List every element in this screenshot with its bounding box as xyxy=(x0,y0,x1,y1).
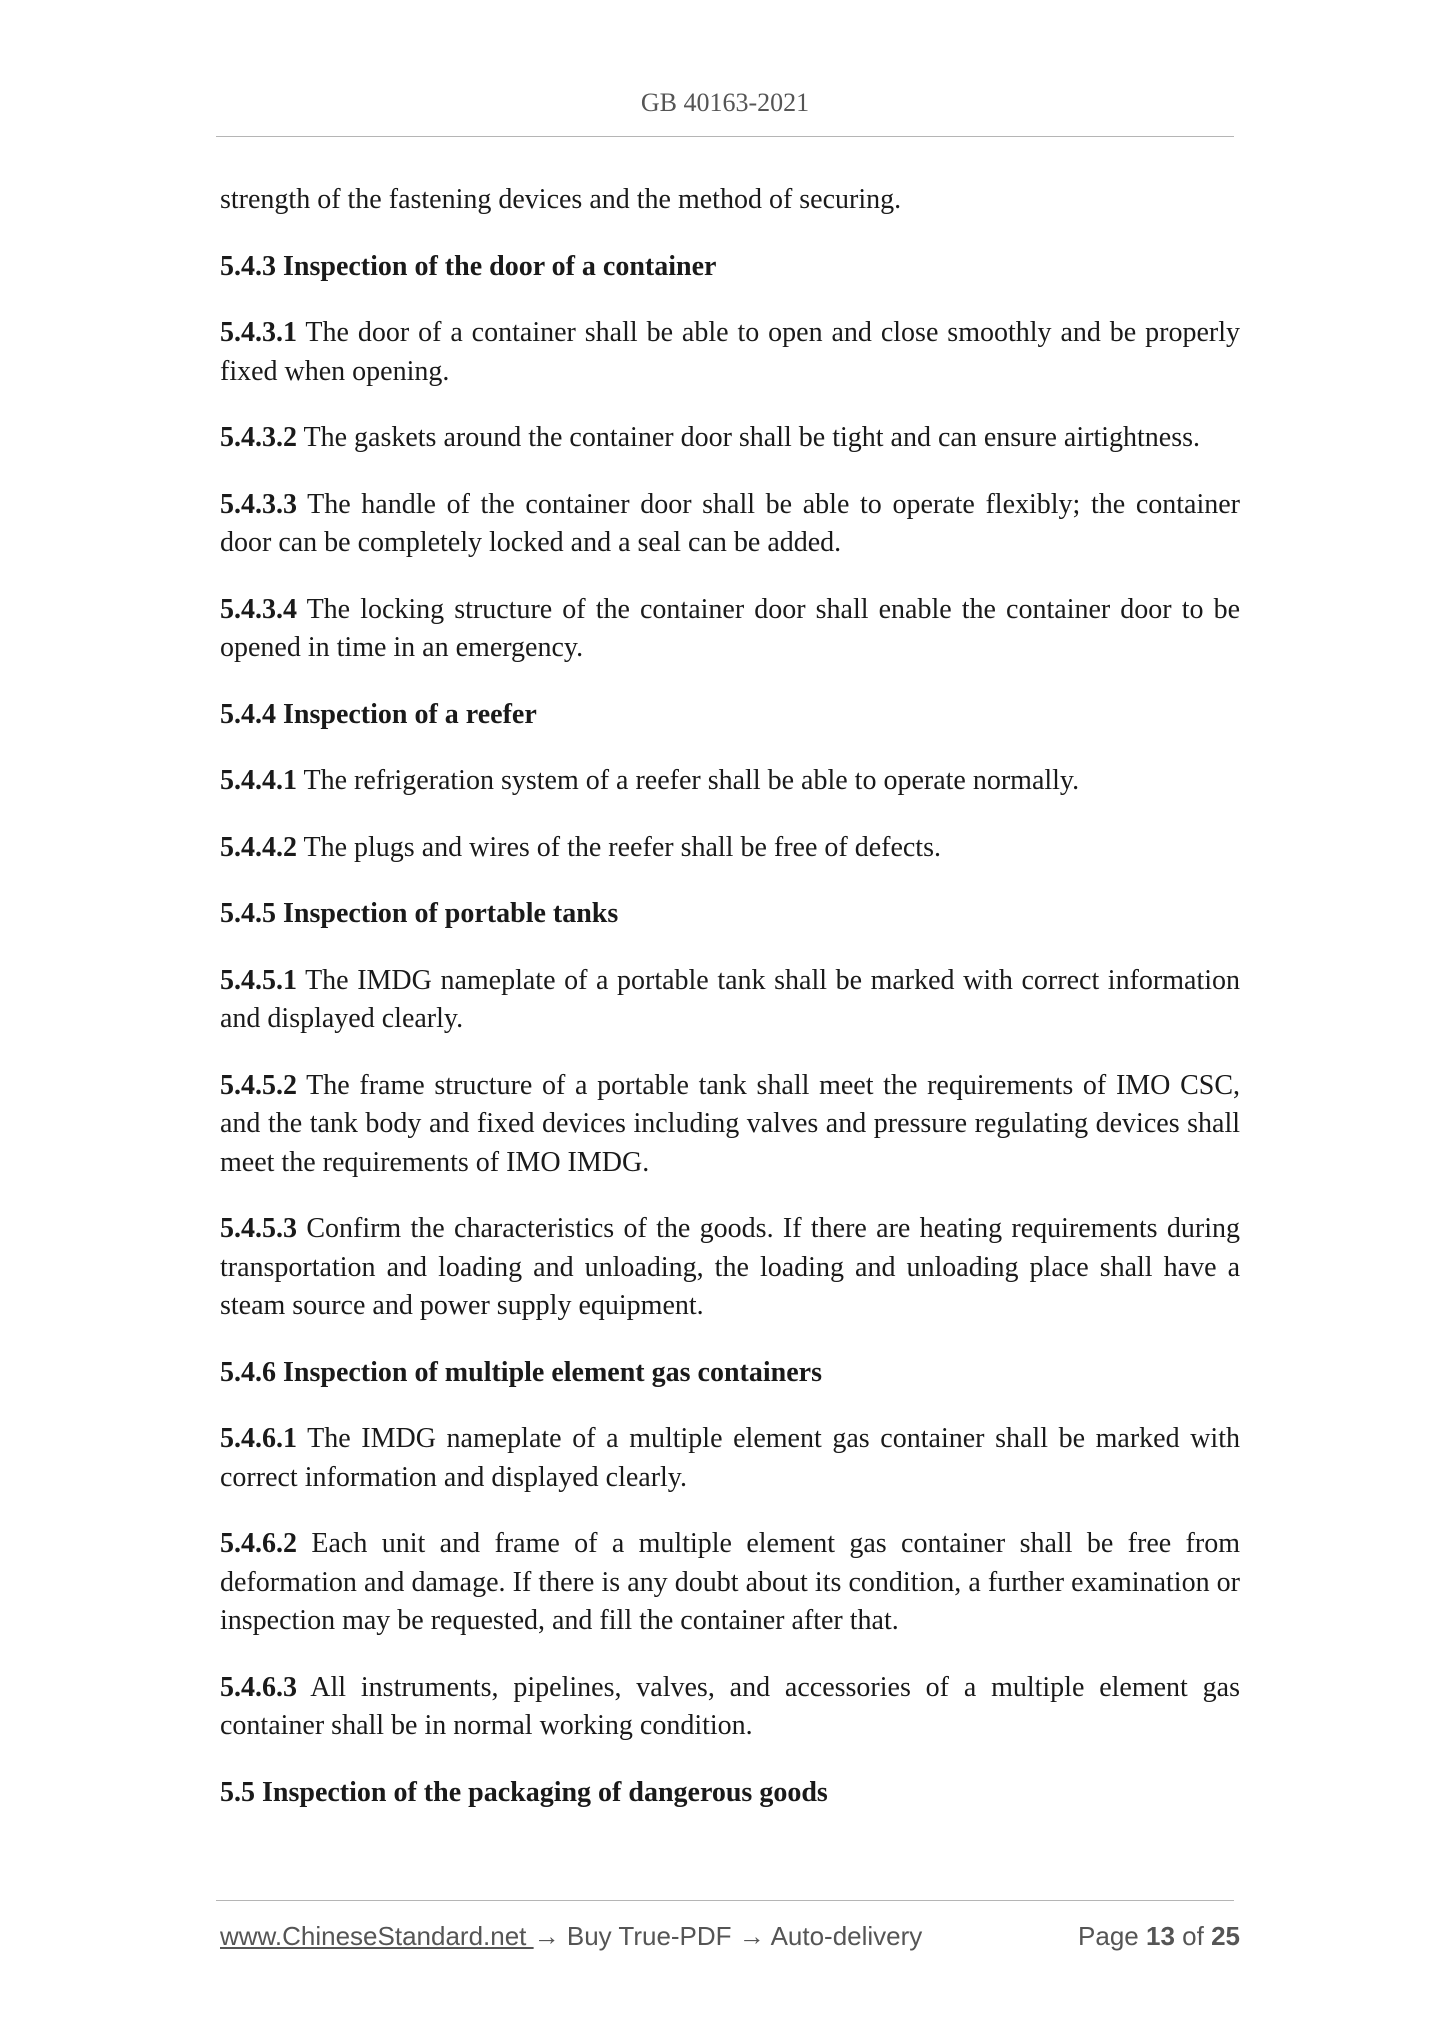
footer-tagline-part2: Auto-delivery xyxy=(764,1921,923,1951)
clause-paragraph xyxy=(220,762,1240,801)
clause-text: The door of a container shall be able to open and close smoothly and be properly fixed when opening. xyxy=(220,317,1240,387)
clause-text: Each unit and frame of a multiple element gas container shall be free from deformation and damage. If there is any doubt about its condition, a further examination or inspection may be requested, and fill the container after that. xyxy=(220,1528,1240,1636)
section-heading: 5.4.4 Inspection of a reefer xyxy=(220,698,537,730)
clause-number: 5.4.5.1 xyxy=(220,964,297,996)
section-heading: 5.5 Inspection of the packaging of dangerous goods xyxy=(220,1776,828,1808)
clause-text: The plugs and wires of the reefer shall be free of defects. xyxy=(297,831,941,863)
clause-number: 5.4.5.2 xyxy=(220,1069,297,1101)
body-paragraph: strength of the fastening devices and the method of securing. xyxy=(220,184,902,215)
header-divider xyxy=(216,136,1234,137)
footer-tagline-part1: Buy True-PDF xyxy=(559,1921,739,1951)
clause-paragraph xyxy=(220,1067,1240,1183)
clause-text: Confirm the characteristics of the goods. If there are heating requirements during transportation and loading and unloading, the loading and unloading place shall have a steam source and power supply equipment. xyxy=(220,1213,1240,1321)
clause-number: 5.4.5.3 xyxy=(220,1213,297,1244)
arrow-right-icon: → xyxy=(738,1921,765,1951)
footer-left xyxy=(220,1921,922,1952)
clause-paragraph xyxy=(220,419,1240,458)
clause-number: 5.4.3.3 xyxy=(220,488,297,520)
clause-text: The handle of the container door shall be able to operate flexibly; the container door can be completely locked and a seal can be added. xyxy=(220,488,1240,558)
clause-text: The refrigeration system of a reefer shall be able to operate normally. xyxy=(297,765,1080,796)
document-id-header: GB 40163-2021 xyxy=(640,88,810,117)
clause-paragraph xyxy=(220,829,1240,868)
clause-paragraph xyxy=(220,1525,1240,1641)
clause-text: The IMDG nameplate of a multiple element gas container shall be marked with correct information and displayed clearly. xyxy=(220,1423,1240,1493)
clause-number: 5.4.6.2 xyxy=(220,1528,297,1559)
clause-number: 5.4.6.1 xyxy=(220,1423,297,1454)
clause-number: 5.4.3.4 xyxy=(220,593,297,625)
clause-paragraph xyxy=(220,1420,1240,1497)
clause-paragraph xyxy=(220,591,1240,668)
arrow-right-icon: → xyxy=(533,1921,560,1951)
total-pages-number: 25 xyxy=(1211,1921,1240,1951)
clause-text: All instruments, pipelines, valves, and accessories of a multiple element gas container shall be in normal working condition. xyxy=(220,1671,1240,1741)
page-of-label: of xyxy=(1182,1921,1204,1951)
clause-paragraph xyxy=(220,486,1240,563)
document-body xyxy=(220,181,1240,1840)
footer-divider xyxy=(216,1900,1234,1901)
website-link[interactable]: www.ChineseStandard.net xyxy=(220,1921,534,1951)
page-counter xyxy=(1078,1921,1240,1952)
clause-number: 5.4.4.2 xyxy=(220,831,297,863)
section-heading: 5.4.6 Inspection of multiple element gas containers xyxy=(220,1356,822,1388)
clause-number: 5.4.6.3 xyxy=(220,1671,297,1703)
clause-number: 5.4.4.1 xyxy=(220,765,297,796)
clause-paragraph xyxy=(220,314,1240,391)
clause-paragraph xyxy=(220,962,1240,1039)
clause-text: The IMDG nameplate of a portable tank shall be marked with correct information and displayed clearly. xyxy=(220,964,1240,1034)
clause-text: The gaskets around the container door shall be tight and can ensure airtightness. xyxy=(297,422,1200,453)
section-heading: 5.4.3 Inspection of the door of a container xyxy=(220,250,717,282)
clause-paragraph xyxy=(220,1210,1240,1326)
clause-number: 5.4.3.2 xyxy=(220,422,297,453)
clause-text: The frame structure of a portable tank shall meet the requirements of IMO CSC, and the tank body and fixed devices including valves and pressure regulating devices shall meet the requirements of IMO IMDG. xyxy=(220,1069,1240,1178)
clause-paragraph xyxy=(220,1669,1240,1746)
clause-number: 5.4.3.1 xyxy=(220,317,297,348)
page-footer xyxy=(220,1921,1240,1961)
section-heading: 5.4.5 Inspection of portable tanks xyxy=(220,898,619,929)
current-page-number: 13 xyxy=(1146,1921,1175,1951)
page-label: Page xyxy=(1078,1921,1139,1951)
clause-text: The locking structure of the container door shall enable the container door to be opened in time in an emergency. xyxy=(220,593,1240,663)
